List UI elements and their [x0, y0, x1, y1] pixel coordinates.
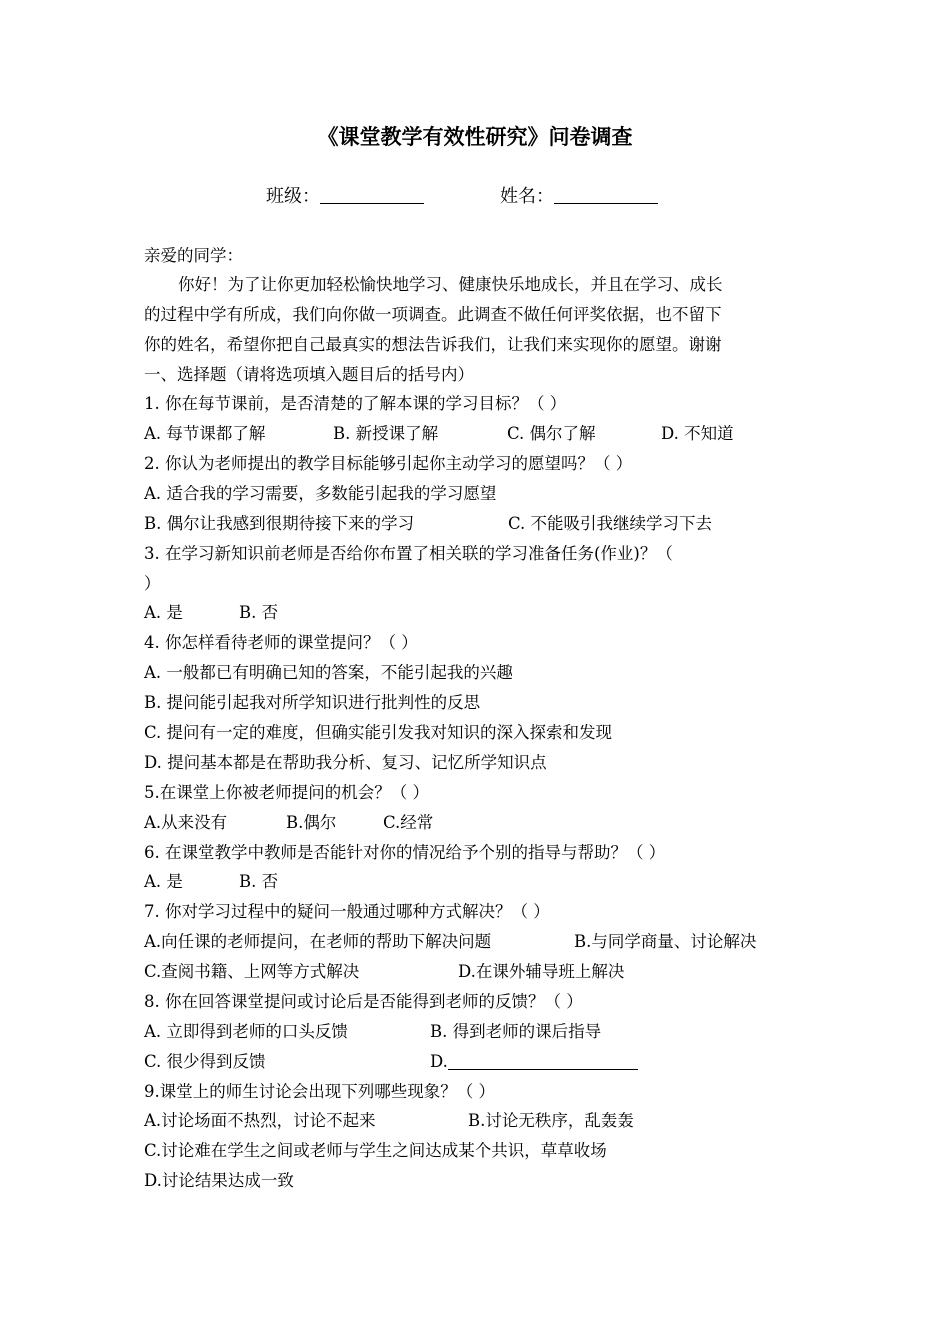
q8-option-d-blank[interactable] — [448, 1053, 638, 1070]
q2-option-b: B. 偶尔让我感到很期待接下来的学习 — [144, 514, 415, 533]
question-3-cont: ） — [144, 574, 161, 593]
name-label: 姓名： — [500, 186, 554, 207]
q9-option-d: D.讨论结果达成一致 — [144, 1171, 294, 1190]
q1-option-c: C. 偶尔了解 — [507, 424, 596, 443]
question-6: 6. 在课堂教学中教师是否能针对你的情况给予个别的指导与帮助？（ ） — [144, 843, 666, 862]
page-title: 《课堂教学有效性研究》问卷调查 — [317, 124, 633, 149]
q6-option-b: B. 否 — [239, 872, 279, 891]
q6-option-a: A. 是 — [144, 872, 183, 891]
q7-option-c: C.查阅书籍、上网等方式解决 — [144, 962, 360, 981]
q3-option-a: A. 是 — [144, 603, 183, 622]
q3-option-b: B. 否 — [239, 603, 279, 622]
q1-option-d: D. 不知道 — [661, 424, 734, 443]
q7-option-b: B.与同学商量、讨论解决 — [574, 932, 757, 951]
question-7: 7. 你对学习过程中的疑问一般通过哪种方式解决？（ ） — [144, 902, 550, 921]
name-field — [500, 184, 658, 210]
question-1: 1. 你在每节课前，是否清楚的了解本课的学习目标？（ ） — [144, 394, 567, 413]
q8-option-d-label: D. — [430, 1052, 448, 1071]
q8-option-b: B. 得到老师的课后指导 — [430, 1022, 602, 1041]
q7-option-d: D.在课外辅导班上解决 — [458, 962, 625, 981]
question-5: 5.在课堂上你被老师提问的机会？（ ） — [144, 783, 429, 802]
question-3: 3. 在学习新知识前老师是否给你布置了相关联的学习准备任务(作业)？（ — [144, 544, 673, 563]
q5-option-b: B.偶尔 — [286, 813, 337, 832]
class-label: 班级： — [266, 186, 320, 207]
q5-option-a: A.从来没有 — [144, 813, 228, 832]
q8-option-d — [430, 1050, 638, 1074]
class-field — [266, 184, 424, 210]
intro-line-3: 你的姓名，希望你把自己最真实的想法告诉我们，让我们来实现你的愿望。谢谢 — [144, 335, 722, 354]
greeting: 亲爱的同学： — [144, 246, 243, 265]
q2-option-c: C. 不能吸引我继续学习下去 — [508, 514, 713, 533]
question-8: 8. 你在回答课堂提问或讨论后是否能得到老师的反馈？（ ） — [144, 992, 583, 1011]
q9-option-c: C.讨论难在学生之间或老师与学生之间达成某个共识，草草收场 — [144, 1141, 607, 1160]
q1-option-a: A. 每节课都了解 — [144, 424, 266, 443]
q7-option-a: A.向任课的老师提问，在老师的帮助下解决问题 — [144, 932, 492, 951]
q9-option-b: B.讨论无秩序，乱轰轰 — [468, 1111, 634, 1130]
q5-option-c: C.经常 — [383, 813, 434, 832]
q1-option-b: B. 新授课了解 — [333, 424, 439, 443]
section-title: 一、选择题（请将选项填入题目后的括号内） — [144, 365, 474, 384]
q2-option-a: A. 适合我的学习需要，多数能引起我的学习愿望 — [144, 484, 497, 503]
q8-option-a: A. 立即得到老师的口头反馈 — [144, 1022, 348, 1041]
q4-option-d: D. 提问基本都是在帮助我分析、复习、记忆所学知识点 — [144, 753, 547, 772]
name-blank[interactable] — [554, 185, 658, 204]
q9-option-a: A.讨论场面不热烈，讨论不起来 — [144, 1111, 376, 1130]
class-blank[interactable] — [320, 185, 424, 204]
intro-line-2: 的过程中学有所成，我们向你做一项调查。此调查不做任何评奖依据，也不留下 — [144, 305, 722, 324]
question-2: 2. 你认为老师提出的教学目标能够引起你主动学习的愿望吗？（ ） — [144, 454, 633, 473]
intro-line-1: 你好！为了让你更加轻松愉快地学习、健康快乐地成长，并且在学习、成长 — [178, 275, 723, 294]
question-9: 9.课堂上的师生讨论会出现下列哪些现象？（ ） — [144, 1082, 495, 1101]
q4-option-b: B. 提问能引起我对所学知识进行批判性的反思 — [144, 693, 481, 712]
question-4: 4. 你怎样看待老师的课堂提问？（ ） — [144, 633, 418, 652]
q4-option-c: C. 提问有一定的难度，但确实能引发我对知识的深入探索和发现 — [144, 723, 613, 742]
q8-option-c: C. 很少得到反馈 — [144, 1052, 266, 1071]
q4-option-a: A. 一般都已有明确已知的答案，不能引起我的兴趣 — [144, 663, 513, 682]
